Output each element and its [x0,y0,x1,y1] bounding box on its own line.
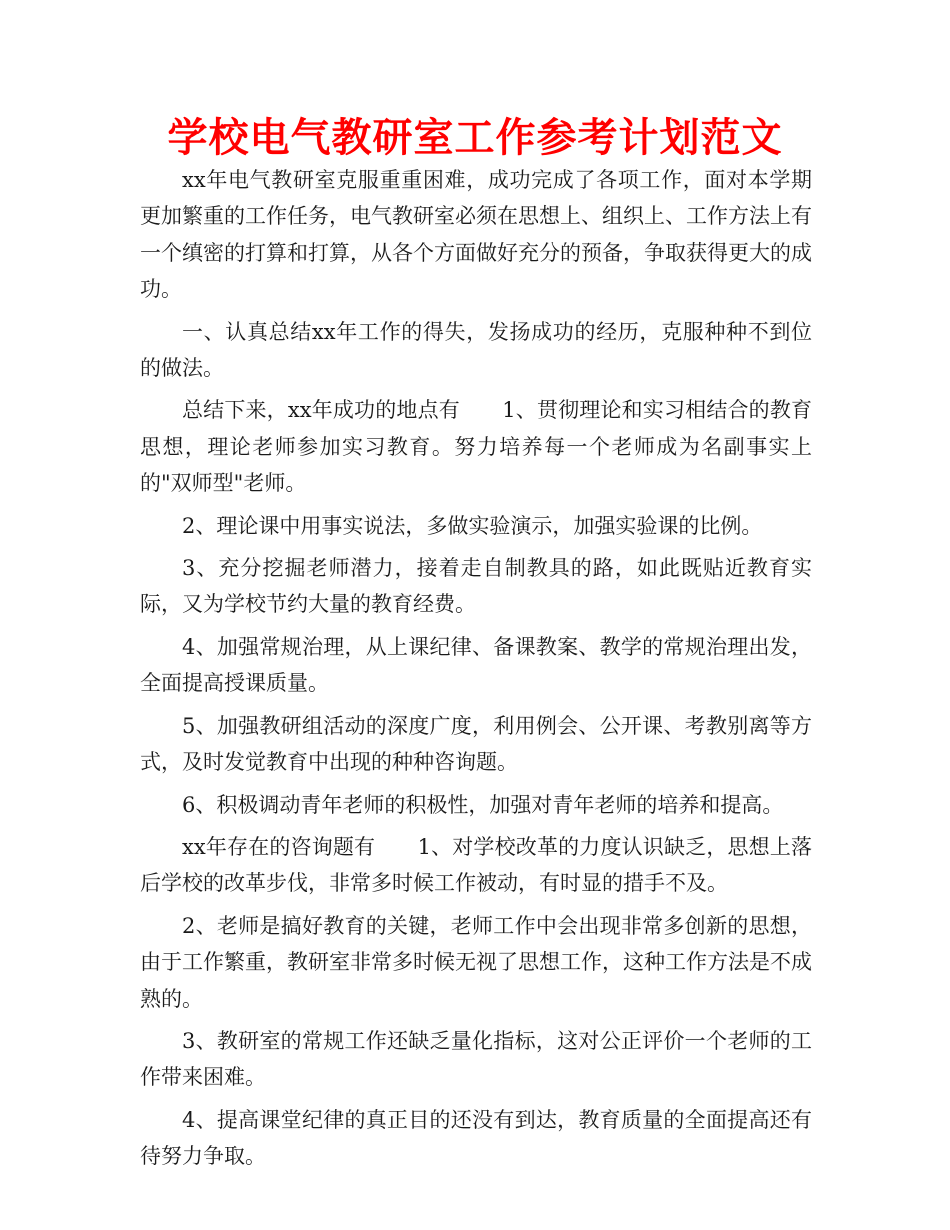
paragraph-intro: xx年电气教研室克服重重困难，成功完成了各项工作，面对本学期更加繁重的工作任务，电气教研室必须在思想上、组织上、工作方法上有一个缜密的打算和打算，从各个方面做好充分的预备，争取获得更大的成功。 [140,168,812,302]
paragraph-success-2: 2、理论课中用事实说法，多做实验演示，加强实验课的比例。 [182,513,763,538]
document-body [140,162,812,1181]
paragraph-problem-3: 3、教研室的常规工作还缺乏量化指标，这对公正评价一个老师的工作带来困难。 [140,1028,812,1090]
paragraph-section-1-heading: 一、认真总结xx年工作的得失，发扬成功的经历，克服种种不到位的做法。 [140,319,812,381]
paragraph-success-1: 总结下来，xx年成功的地点有 1、贯彻理论和实习相结合的教育思想，理论老师参加实习教育。努力培养每一个老师成为名副事实上的"双师型"老师。 [140,398,812,496]
document-title: 学校电气教研室工作参考计划范文 [167,115,783,161]
paragraph-problem-2: 2、老师是搞好教育的关键，老师工作中会出现非常多创新的思想，由于工作繁重，教研室非常多时候无视了思想工作，这种工作方法是不成熟的。 [140,913,812,1011]
paragraph-problem-4: 4、提高课堂纪律的真正目的还没有到达，教育质量的全面提高还有待努力争取。 [140,1107,812,1169]
paragraph-problem-1: xx年存在的咨询题有 1、对学校改革的力度认识缺乏，思想上落后学校的改革步伐，非常多时候工作被动，有时显的措手不及。 [140,834,812,896]
paragraph-success-6: 6、积极调动青年老师的积极性，加强对青年老师的培养和提高。 [182,792,784,817]
paragraph-success-4: 4、加强常规治理，从上课纪律、备课教案、教学的常规治理出发，全面提高授课质量。 [140,634,812,696]
paragraph-success-5: 5、加强教研组活动的深度广度，利用例会、公开课、考教别离等方式，及时发觉教育中出现的种种咨询题。 [140,713,812,775]
paragraph-success-3: 3、充分挖掘老师潜力，接着走自制教具的路，如此既贴近教育实际，又为学校节约大量的教育经费。 [140,556,812,617]
